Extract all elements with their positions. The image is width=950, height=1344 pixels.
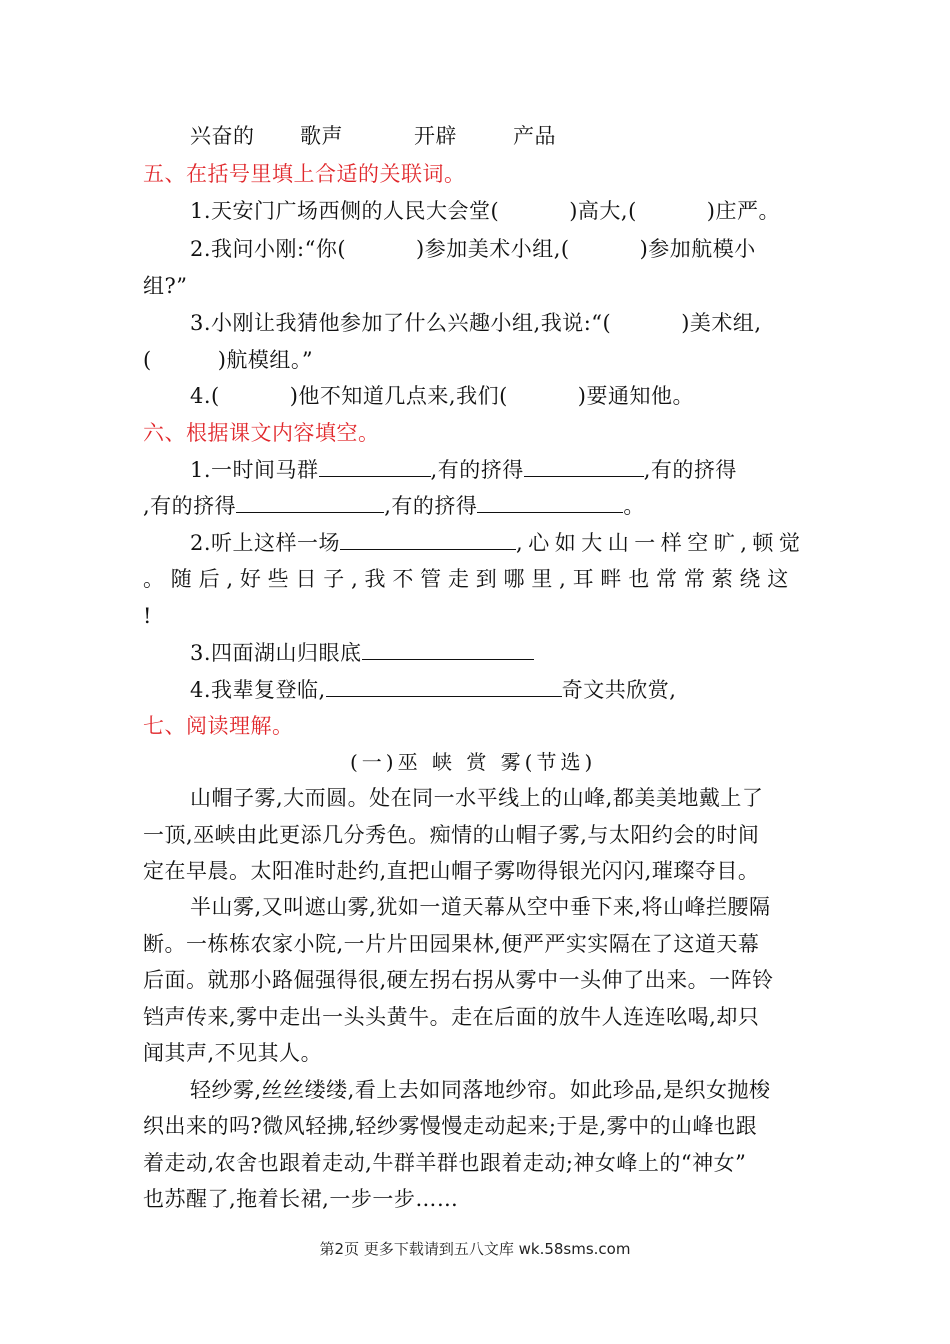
s6-question-3	[190, 635, 534, 671]
s6-q4-text: 奇文共欣赏,	[561, 678, 677, 702]
s5-q1-text: )高大,(	[569, 199, 637, 223]
answer-blank[interactable]	[477, 492, 623, 513]
s5-q4-text: )他不知道几点来,我们(	[289, 384, 508, 408]
passage-line: 着走动,农舍也跟着走动,牛群羊群也跟着走动;神女峰上的“神女”	[143, 1151, 747, 1175]
s5-q2-continued: 组?”	[143, 274, 188, 298]
passage-line: 断。一栋栋农家小院,一片片田园果林,便严严实实隔在了这道天幕	[143, 932, 760, 956]
s5-q2-text: )参加航模小	[639, 237, 756, 261]
section7-heading: 七、阅读理解。	[143, 714, 294, 738]
passage-line: 织出来的吗?微风轻拂,轻纱雾慢慢走动起来;于是,雾中的山峰也跟	[143, 1114, 758, 1138]
section6-heading: 六、根据课文内容填空。	[143, 421, 380, 445]
answer-blank[interactable]	[236, 492, 384, 513]
s5-question-4	[190, 378, 694, 414]
s6-q2-text: 2.听上这样一场	[190, 531, 341, 555]
passage-line: 一顶,巫峡由此更添几分秀色。痴情的山帽子雾,与太阳约会的时间	[143, 823, 760, 847]
answer-blank[interactable]	[362, 639, 534, 660]
passage-line: 山帽子雾,大而圆。处在同一水平线上的山峰,都美美地戴上了	[190, 786, 764, 810]
page-footer: 第2页 更多下载请到五八文库 wk.58sms.com	[319, 1240, 631, 1258]
section5-heading: 五、在括号里填上合适的关联词。	[143, 162, 466, 186]
s6-question-2	[190, 525, 805, 561]
s6-q1-text: 。	[623, 494, 645, 518]
s5-question-3	[190, 305, 762, 341]
passage-line: 后面。就那小路倔强得很,硬左拐右拐从雾中一头伸了出来。一阵铃	[143, 968, 774, 992]
s6-q1-text: ,有的挤得	[143, 494, 237, 518]
s6-q1-continued	[143, 488, 645, 524]
answer-blank[interactable]	[326, 676, 562, 697]
s5-question-2	[190, 231, 756, 267]
s5-q3-text: (	[143, 348, 152, 372]
s5-q3-text: )美术组,	[681, 311, 762, 335]
s5-q3-text: )航模组。”	[217, 348, 314, 372]
passage-line: 定在早晨。太阳准时赴约,直把山帽子雾吻得银光闪闪,璀璨夺目。	[143, 859, 760, 883]
s6-question-1	[190, 452, 737, 488]
s6-q2-end: !	[143, 604, 152, 628]
s5-q2-text: 2.我问小刚:“你(	[190, 237, 347, 261]
s6-q1-text: 1.一时间马群	[190, 458, 319, 482]
s6-question-4	[190, 672, 676, 708]
passage-line: 半山雾,又叫遮山雾,犹如一道天幕从空中垂下来,将山峰拦腰隔	[190, 895, 771, 919]
passage-line: 闻其声,不见其人。	[143, 1041, 323, 1065]
s5-q4-text: )要通知他。	[577, 384, 694, 408]
word-item: 产品	[513, 124, 556, 148]
s5-question-1	[190, 193, 780, 229]
word-item: 兴奋的	[190, 124, 255, 148]
passage-title: (一)巫 峡 赏 雾(节选)	[350, 750, 597, 774]
s5-q3-continued	[143, 342, 313, 378]
word-item: 开辟	[414, 124, 457, 148]
passage-line: 也苏醒了,拖着长裙,一步一步……	[143, 1187, 459, 1211]
s5-q1-text: )庄严。	[706, 199, 780, 223]
s6-q1-text: ,有的挤得	[430, 458, 524, 482]
passage-line: 轻纱雾,丝丝缕缕,看上去如同落地纱帘。如此珍品,是织女抛梭	[190, 1078, 771, 1102]
s5-q2-text: )参加美术小组,(	[416, 237, 570, 261]
answer-blank[interactable]	[340, 529, 516, 550]
s5-q3-text: 3.小刚让我猜他参加了什么兴趣小组,我说:“(	[190, 311, 612, 335]
passage-line: 铛声传来,雾中走出一头头黄牛。走在后面的放牛人连连吆喝,却只	[143, 1005, 760, 1029]
word-item: 歌声	[300, 124, 343, 148]
s6-q2-continued: 。随后,好些日子,我不管走到哪里,耳畔也常常萦绕这	[143, 567, 796, 591]
s6-q1-text: ,有的挤得	[643, 458, 737, 482]
s5-q4-text: 4.(	[190, 384, 220, 408]
s6-q4-text: 4.我辈复登临,	[190, 678, 326, 702]
s6-q3-text: 3.四面湖山归眼底	[190, 641, 362, 665]
s6-q1-text: ,有的挤得	[384, 494, 478, 518]
s6-q2-text: ,心如大山一样空旷,顿觉	[516, 531, 806, 555]
s5-q1-text: 1.天安门广场西侧的人民大会堂(	[190, 199, 500, 223]
answer-blank[interactable]	[319, 456, 431, 477]
answer-blank[interactable]	[524, 456, 644, 477]
